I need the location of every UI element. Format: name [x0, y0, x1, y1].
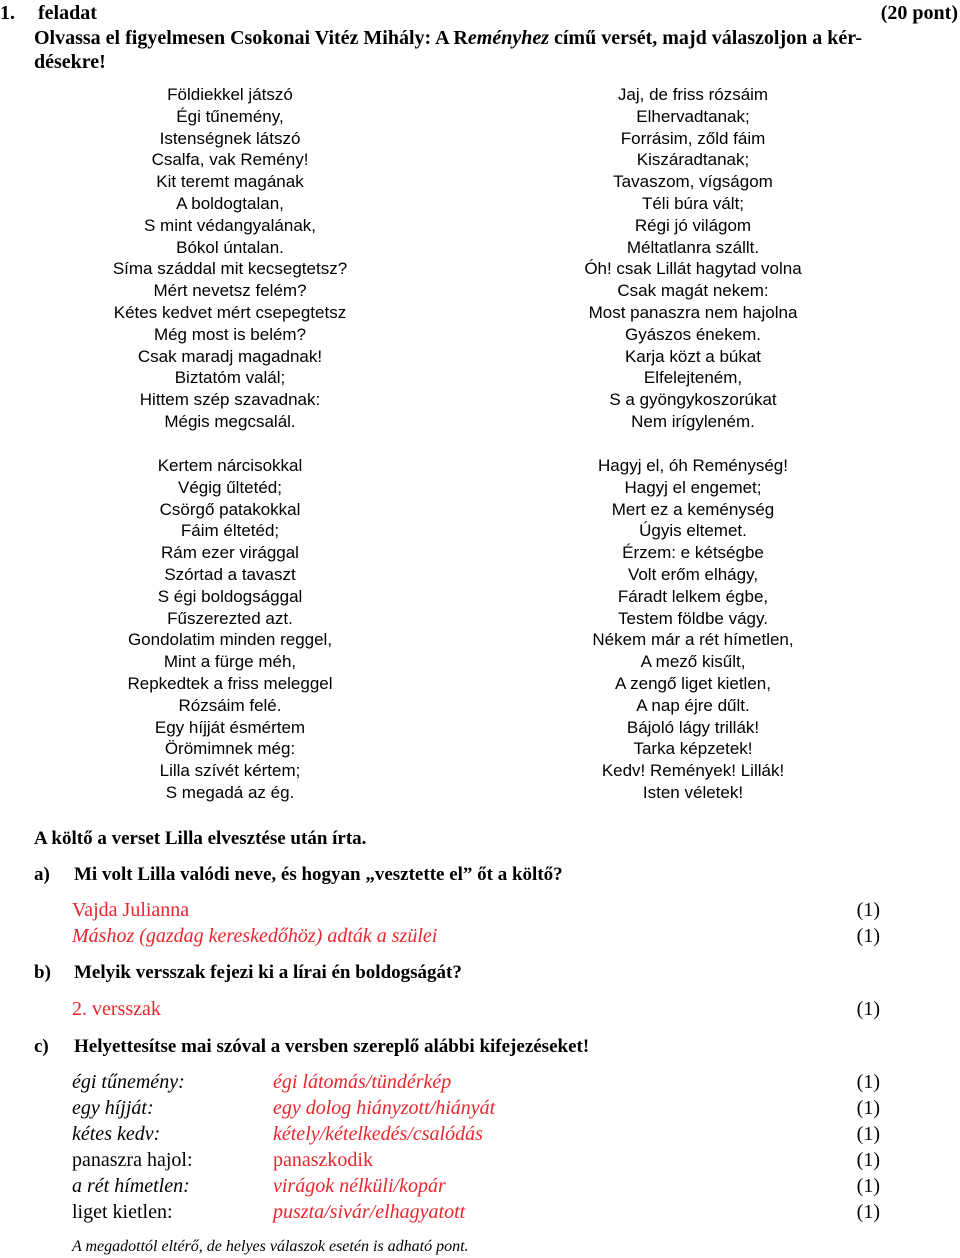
poem-line: Biztatóm valál; — [174, 368, 286, 388]
poem-line: Hagyj el, óh Reménység! — [598, 456, 788, 475]
answer-a-1-points: (1) — [856, 899, 880, 921]
task-number: 1. — [0, 2, 15, 24]
answer-c-row — [72, 1147, 880, 1173]
poem-line: Kiszáradtanak; — [636, 150, 750, 170]
answer-c-row — [72, 1121, 880, 1147]
poem-line: Fűszerezted azt. — [167, 608, 293, 628]
answer-c-phrase: panaszra hajol: — [72, 1149, 193, 1171]
poem-line: Földiekkel játszó — [167, 85, 293, 104]
poem-line: Csalfa, vak Remény! — [151, 150, 309, 170]
answer-b-1 — [72, 996, 880, 1022]
question-c — [34, 1034, 589, 1060]
poem-line: A nap éjre dűlt. — [636, 695, 750, 715]
question-a-letter: a) — [34, 864, 50, 885]
answer-c-row — [72, 1095, 880, 1121]
poem-line: Régi jó világom — [634, 215, 752, 235]
poem-line: Síma száddal mit kecsegtetsz? — [112, 259, 348, 279]
poem-stanza-3 — [493, 84, 893, 433]
poem-line: Forrásim, zőld fáim — [620, 128, 766, 148]
poem-line: Volt erőm elhágy, — [627, 564, 759, 584]
answer-b-1-text: 2. versszak — [72, 998, 161, 1020]
poem-line: Istenségnek látszó — [159, 128, 301, 148]
poem-line: A zengő liget kietlen, — [615, 673, 771, 693]
answer-c-phrase: a rét hímetlen: — [72, 1175, 190, 1197]
answer-c-row — [72, 1173, 880, 1199]
answer-c-row — [72, 1199, 880, 1225]
question-b — [34, 960, 462, 986]
answer-c-answer: kétely/kételkedés/csalódás — [273, 1123, 483, 1145]
poem-line: Szórtad a tavaszt — [164, 564, 296, 584]
poem-line: Érzem: e kétségbe — [622, 543, 764, 563]
poem-line: Lilla szívét kértem; — [159, 761, 301, 781]
answer-c-phrase: egy híjját: — [72, 1097, 154, 1119]
poem-line: S megadá az ég. — [165, 782, 295, 802]
answer-c-answer: puszta/sivár/elhagyatott — [273, 1201, 466, 1223]
answer-c-points: (1) — [856, 1123, 880, 1145]
poem-line: Hagyj el engemet; — [624, 477, 762, 497]
poem-line: Hittem szép szavadnak: — [139, 390, 321, 410]
intro-text-after: című versét, majd válaszoljon a kér- — [548, 27, 863, 49]
poem-line: Rózsáim felé. — [178, 695, 282, 715]
poem-line: S a gyöngykoszorúkat — [609, 390, 777, 410]
poem-line: Tavaszom, vígságom — [613, 172, 773, 192]
answer-c-points: (1) — [856, 1097, 880, 1119]
poem-line: Egy híjját ésmértem — [154, 717, 306, 737]
poem-line: S égi boldogsággal — [157, 586, 303, 606]
poem-line: Kedv! Remények! Lillák! — [601, 761, 785, 781]
poem-line: Gyászos énekem. — [624, 324, 762, 344]
answer-c-points: (1) — [856, 1149, 880, 1171]
question-b-text: Melyik versszak fejezi ki a lírai én boldogságát? — [74, 962, 462, 983]
poem-line: Méltatlanra szállt. — [626, 237, 760, 257]
poem-line: Kétes kedvet mért csepegtetsz — [113, 302, 347, 322]
poem-line: Kit teremt magának — [156, 172, 304, 192]
poem-line: Úgyis eltemet. — [639, 521, 747, 541]
poem-line: Csörgő patakokkal — [159, 499, 301, 519]
poem-line: Csak magát nekem: — [617, 281, 769, 301]
answer-c-phrase: égi tűnemény: — [72, 1071, 185, 1093]
answer-a-2 — [72, 923, 880, 949]
poem-line: A boldogtalan, — [176, 193, 284, 213]
poem-line: Karja közt a búkat — [624, 346, 762, 366]
poem-line: A mező kisűlt, — [640, 652, 746, 672]
context-note: A költő a verset Lilla elvesztése után írta. — [34, 828, 367, 849]
poem-title: eményhez — [467, 27, 549, 49]
question-a — [34, 862, 563, 888]
poem-line: Kertem nárcisokkal — [157, 456, 303, 475]
poem-line: Tarka képzetek! — [633, 739, 753, 759]
poem-line: Még most is belém? — [153, 324, 307, 344]
answer-c-points: (1) — [856, 1071, 880, 1093]
poem-line: Óh! csak Lillát hagytad volna — [584, 259, 802, 279]
task-points: (20 pont) — [880, 2, 958, 24]
poem-line: Fáim éltetéd; — [180, 521, 280, 541]
question-c-letter: c) — [34, 1036, 49, 1057]
poem-stanza-4 — [493, 455, 893, 804]
poem-stanza-1 — [30, 84, 430, 433]
scoring-note: A megadottól eltérő, de helyes válaszok esetén is adható pont. — [72, 1238, 469, 1255]
answer-c-row — [72, 1069, 880, 1095]
answer-a-2-text: Máshoz (gazdag kereskedőhöz) adták a szülei — [72, 925, 438, 947]
task-header — [0, 0, 960, 26]
poem-line: Nem irígyleném. — [631, 411, 755, 431]
answer-c-phrase: liget kietlen: — [72, 1201, 173, 1223]
answer-c-answer: virágok nélküli/kopár — [273, 1175, 446, 1197]
task-instructions — [34, 26, 924, 74]
poem-stanza-2 — [30, 455, 430, 804]
answer-a-1 — [72, 897, 880, 923]
poem-line: Örömimnek még: — [164, 739, 296, 759]
poem-line: Jaj, de friss rózsáim — [617, 85, 769, 104]
poem-line: Testem földbe vágy. — [618, 608, 768, 628]
answer-c-answer: panaszkodik — [273, 1149, 373, 1171]
poem-line: Isten véletek! — [642, 782, 744, 802]
poem-line: Mégis megcsalál. — [164, 411, 296, 431]
answer-a-1-text: Vajda Julianna — [72, 899, 190, 921]
poem-line: Elhervadtanak; — [636, 106, 750, 126]
poem-line: S mint védangyalának, — [144, 215, 316, 235]
poem-line: Bókol úntalan. — [176, 237, 284, 257]
poem-line: Téli búra vált; — [641, 193, 745, 213]
answer-c-answer: egy dolog hiányzott/hiányát — [273, 1097, 496, 1119]
poem-line: Fáradt lelkem égbe, — [617, 586, 769, 606]
poem-line: Égi tűnemény, — [176, 106, 284, 126]
question-b-letter: b) — [34, 962, 51, 983]
answer-c-answer: égi látomás/tündérkép — [273, 1071, 452, 1093]
answer-c-points: (1) — [856, 1201, 880, 1223]
poem-line: Mint a fürge méh, — [163, 652, 297, 672]
question-a-text: Mi volt Lilla valódi neve, és hogyan „vesztette el” őt a költő? — [74, 864, 563, 885]
poem-line: Repkedtek a friss meleggel — [127, 673, 333, 693]
answer-b-1-points: (1) — [856, 998, 880, 1020]
poem-line: Csak maradj magadnak! — [137, 346, 323, 366]
answer-c-points: (1) — [856, 1175, 880, 1197]
poem-line: Gondolatim minden reggel, — [127, 630, 333, 650]
intro-text-line2: désekre! — [34, 51, 106, 73]
question-c-text: Helyettesítse mai szóval a versben szereplő alábbi kifejezéseket! — [74, 1036, 590, 1057]
poem-line: Rám ezer virággal — [161, 543, 299, 563]
poem-line: Mért nevetsz felém? — [153, 281, 307, 301]
poem-line: Végig űltetéd; — [178, 477, 282, 497]
task-title: feladat — [38, 2, 97, 24]
answer-c-phrase: kétes kedv: — [72, 1123, 161, 1145]
poem-line: Nékem már a rét hímetlen, — [592, 630, 794, 650]
intro-text-before: Olvassa el figyelmesen Csokonai Vitéz Mihály: A R — [34, 27, 468, 49]
answer-a-2-points: (1) — [856, 925, 880, 947]
poem-line: Elfelejteném, — [643, 368, 743, 388]
poem-line: Bájoló lágy trillák! — [626, 717, 760, 737]
poem-line: Mert ez a keménység — [611, 499, 775, 519]
poem-line: Most panaszra nem hajolna — [588, 302, 798, 322]
